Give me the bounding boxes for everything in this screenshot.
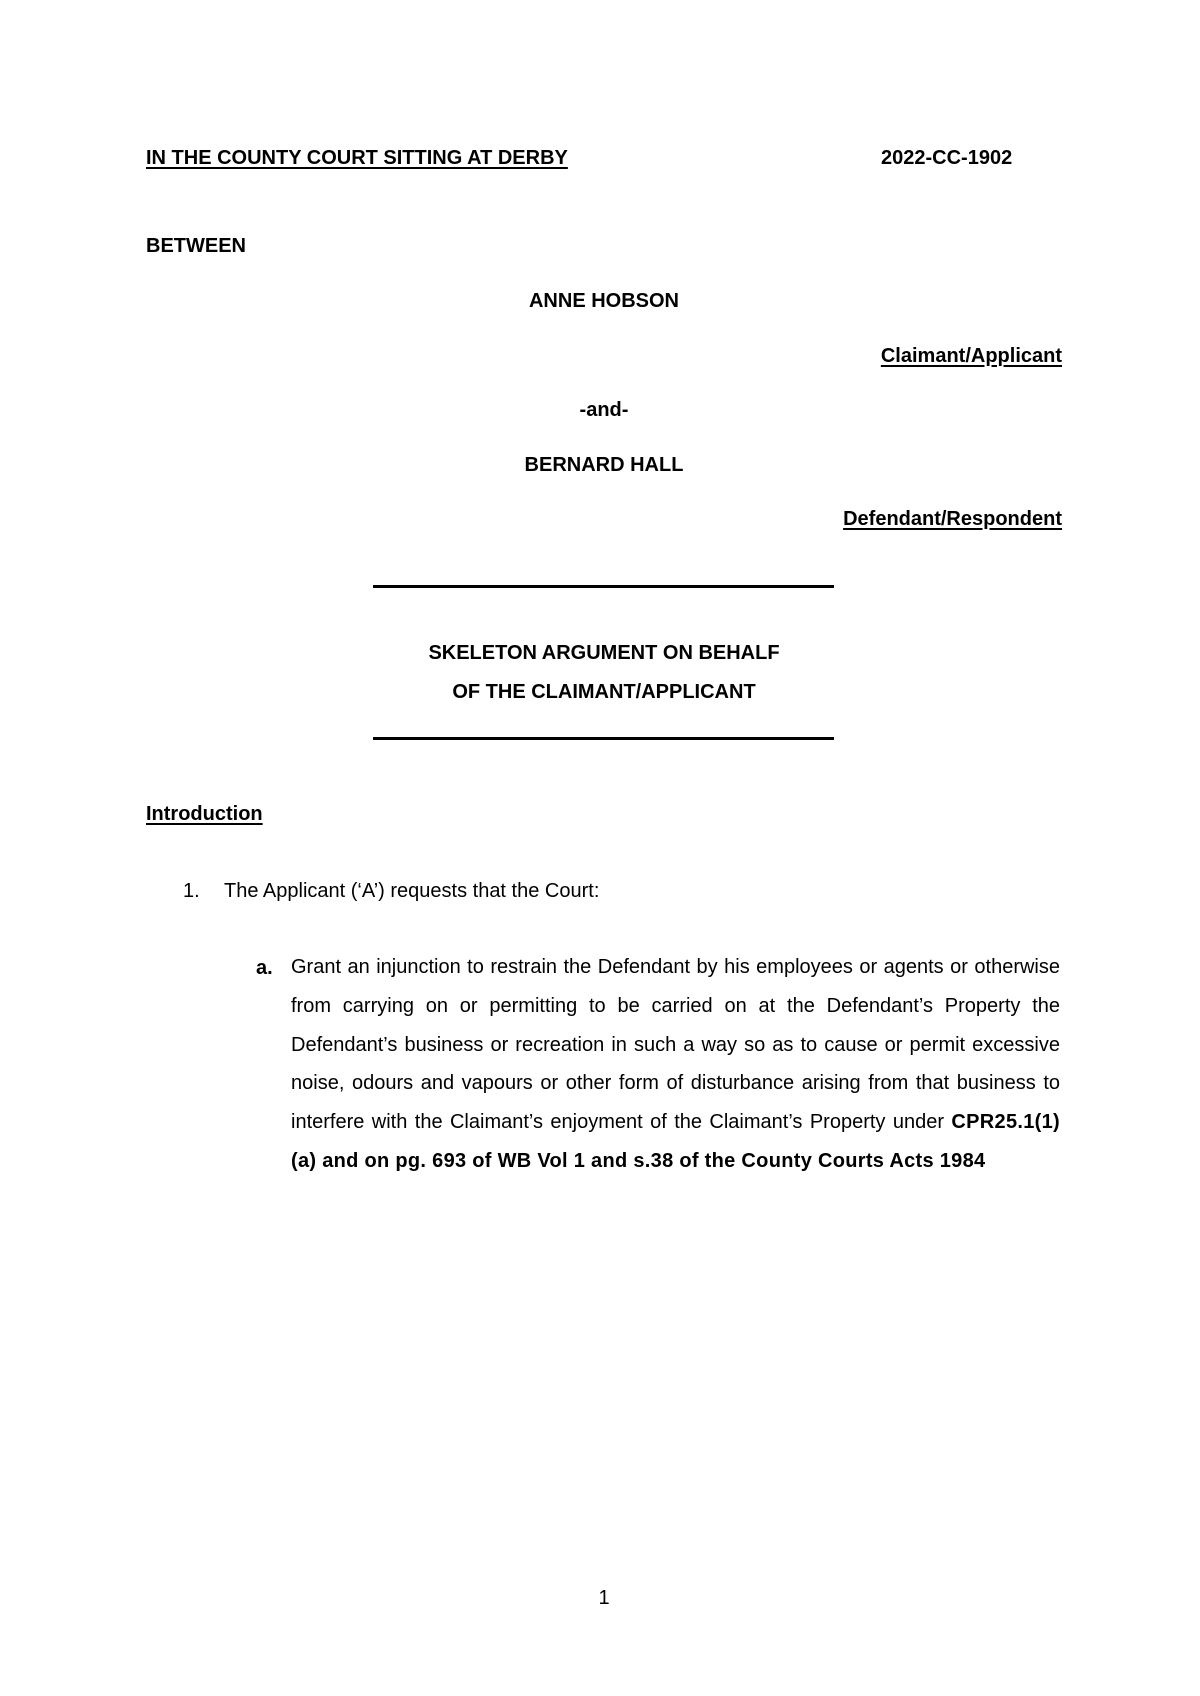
court-heading: IN THE COUNTY COURT SITTING AT DERBY xyxy=(146,147,568,169)
document-title-line-2: OF THE CLAIMANT/APPLICANT xyxy=(452,681,756,703)
document-title-line-1: SKELETON ARGUMENT ON BEHALF xyxy=(428,642,780,664)
list-item-number: 1. xyxy=(183,880,200,902)
defendant-name: BERNARD HALL xyxy=(524,454,684,476)
claimant-name: ANNE HOBSON xyxy=(528,290,679,312)
sub-item-paragraph xyxy=(291,948,1060,1181)
between-label: BETWEEN xyxy=(146,235,246,257)
defendant-role: Defendant/Respondent xyxy=(843,508,1062,530)
title-rule-bottom xyxy=(373,737,834,740)
section-heading-introduction: Introduction xyxy=(146,803,263,825)
sub-item-text: Grant an injunction to restrain the Defendant by his employees or agents or otherwise from carrying on or permitting to be carried on at the Defendant’s Property the Defendant’s business or recreation in such a way so as to cause or permit excessive noise, odours and vapours or other form of disturbance arising from that business to interfere with the Claimant’s enjoyment of the Claimant’s Property under xyxy=(291,956,1060,1134)
title-rule-top xyxy=(373,585,834,588)
claimant-role: Claimant/Applicant xyxy=(880,345,1062,367)
list-item-text: The Applicant (‘A’) requests that the Court: xyxy=(224,880,600,902)
sub-item-legal-reference: CPR25.1(1)(a) and on pg. 693 of WB Vol 1 and s.38 of the County Courts Acts 1984 xyxy=(291,1111,1060,1172)
and-separator: -and- xyxy=(579,399,629,421)
page-number: 1 xyxy=(598,1587,610,1609)
sub-item-letter: a. xyxy=(256,957,273,979)
case-number: 2022-CC-1902 xyxy=(881,147,1013,169)
